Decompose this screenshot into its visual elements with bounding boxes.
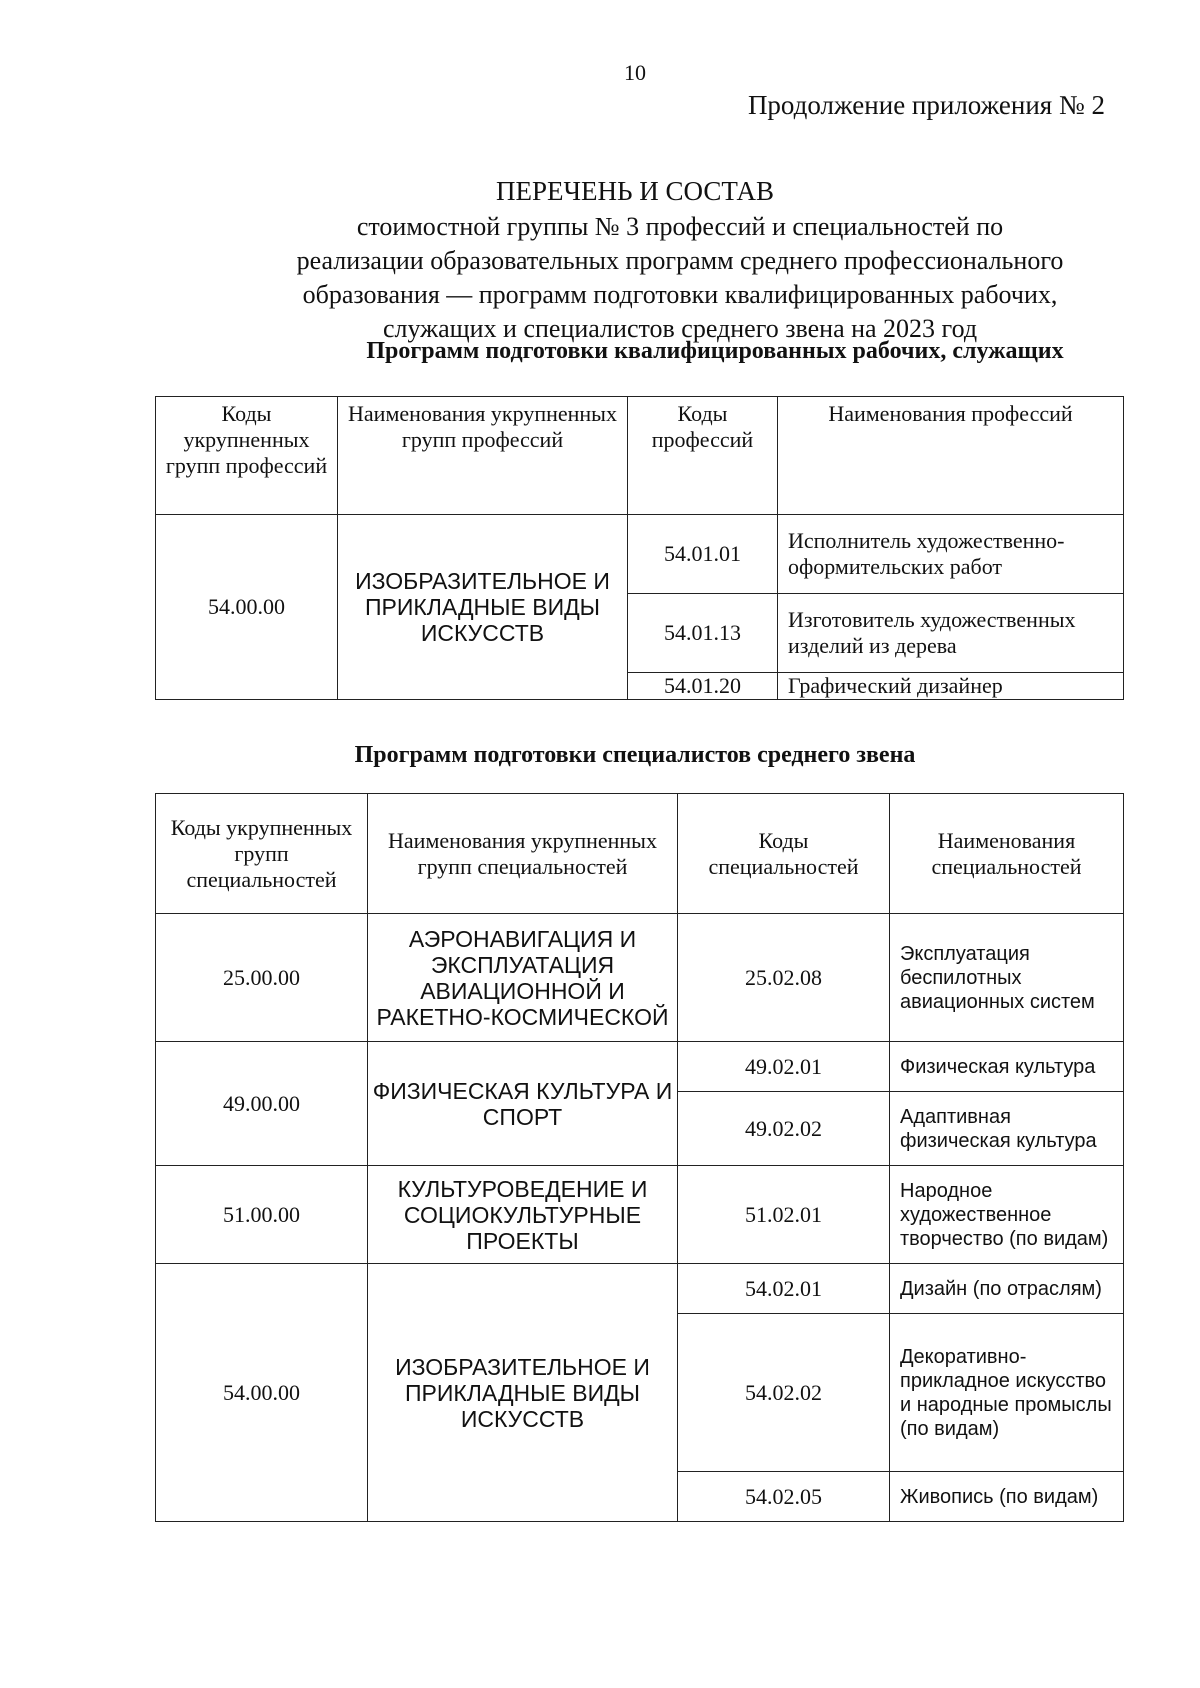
header-item-name: Наименования специальностей: [890, 794, 1124, 914]
header-item-code: Коды профессий: [628, 397, 778, 515]
specialty-code-cell: 54.02.02: [678, 1314, 890, 1472]
table-row: [156, 1264, 1124, 1314]
subtitle-line: реализации образовательных программ среднего профессионального: [296, 246, 1064, 275]
table-row: [156, 1166, 1124, 1264]
table-row: [156, 914, 1124, 1042]
group-name-cell: ИЗОБРАЗИТЕЛЬНОЕ И ПРИКЛАДНЫЕ ВИДЫ ИСКУССТВ: [338, 515, 628, 700]
table-row: [156, 515, 1124, 594]
profession-code-cell: 54.01.01: [628, 515, 778, 594]
table-row: [156, 1042, 1124, 1092]
group-name-cell: ФИЗИЧЕСКАЯ КУЛЬТУРА И СПОРТ: [368, 1042, 678, 1166]
page-number: 10: [624, 60, 646, 85]
specialty-name-cell: Живопись (по видам): [890, 1472, 1124, 1522]
specialty-name-cell: Дизайн (по отраслям): [890, 1264, 1124, 1314]
subtitle-line: образования — программ подготовки квалифицированных рабочих,: [302, 280, 1058, 309]
profession-name-cell: Исполнитель художественно-оформительских работ: [778, 515, 1124, 594]
specialty-code-cell: 51.02.01: [678, 1166, 890, 1264]
profession-name-cell: Изготовитель художественных изделий из дерева: [778, 594, 1124, 673]
specialty-name-cell: Народное художественное творчество (по видам): [890, 1166, 1124, 1264]
specialty-code-cell: 25.02.08: [678, 914, 890, 1042]
header-group-code: Коды укрупненных групп профессий: [156, 397, 338, 515]
document-subtitle: [240, 210, 1120, 346]
profession-code-cell: 54.01.20: [628, 673, 778, 700]
header-item-code: Коды специальностей: [678, 794, 890, 914]
specialty-code-cell: 49.02.01: [678, 1042, 890, 1092]
specialty-name-cell: Декоративно-прикладное искусство и народные промыслы (по видам): [890, 1314, 1124, 1472]
section-heading-specialists: Программ подготовки специалистов среднего звена: [354, 742, 916, 768]
header-group-code: Коды укрупненных групп специальностей: [156, 794, 368, 914]
group-name-cell: КУЛЬТУРОВЕДЕНИЕ И СОЦИОКУЛЬТУРНЫЕ ПРОЕКТЫ: [368, 1166, 678, 1264]
specialties-table: [155, 793, 1124, 1522]
appendix-continuation-label: Продолжение приложения № 2: [747, 90, 1105, 120]
specialty-code-cell: 49.02.02: [678, 1092, 890, 1166]
specialty-name-cell: Физическая культура: [890, 1042, 1124, 1092]
header-item-name: Наименования профессий: [778, 397, 1124, 515]
group-code-cell: 54.00.00: [156, 1264, 368, 1522]
group-name-cell: АЭРОНАВИГАЦИЯ И ЭКСПЛУАТАЦИЯ АВИАЦИОННОЙ И РАКЕТНО-КОСМИЧЕСКОЙ: [368, 914, 678, 1042]
specialty-code-cell: 54.02.05: [678, 1472, 890, 1522]
profession-name-cell: Графический дизайнер: [778, 673, 1124, 700]
table-header-row: [156, 794, 1124, 914]
specialty-name-cell: Адаптивная физическая культура: [890, 1092, 1124, 1166]
group-code-cell: 25.00.00: [156, 914, 368, 1042]
group-code-cell: 54.00.00: [156, 515, 338, 700]
specialty-code-cell: 54.02.01: [678, 1264, 890, 1314]
table-header-row: [156, 397, 1124, 515]
group-code-cell: 51.00.00: [156, 1166, 368, 1264]
group-code-cell: 49.00.00: [156, 1042, 368, 1166]
subtitle-line: стоимостной группы № 3 профессий и специальностей по: [356, 212, 1004, 241]
subtitle-line: служащих и специалистов среднего звена на 2023 год: [382, 314, 978, 343]
section-heading-workers: Программ подготовки квалифицированных рабочих, служащих: [366, 338, 1064, 364]
group-name-cell: ИЗОБРАЗИТЕЛЬНОЕ И ПРИКЛАДНЫЕ ВИДЫ ИСКУССТВ: [368, 1264, 678, 1522]
document-title: ПЕРЕЧЕНЬ И СОСТАВ: [495, 176, 775, 206]
header-group-name: Наименования укрупненных групп специальностей: [368, 794, 678, 914]
specialty-name-cell: Эксплуатация беспилотных авиационных систем: [890, 914, 1124, 1042]
header-group-name: Наименования укрупненных групп профессий: [338, 397, 628, 515]
professions-table: [155, 396, 1124, 700]
profession-code-cell: 54.01.13: [628, 594, 778, 673]
